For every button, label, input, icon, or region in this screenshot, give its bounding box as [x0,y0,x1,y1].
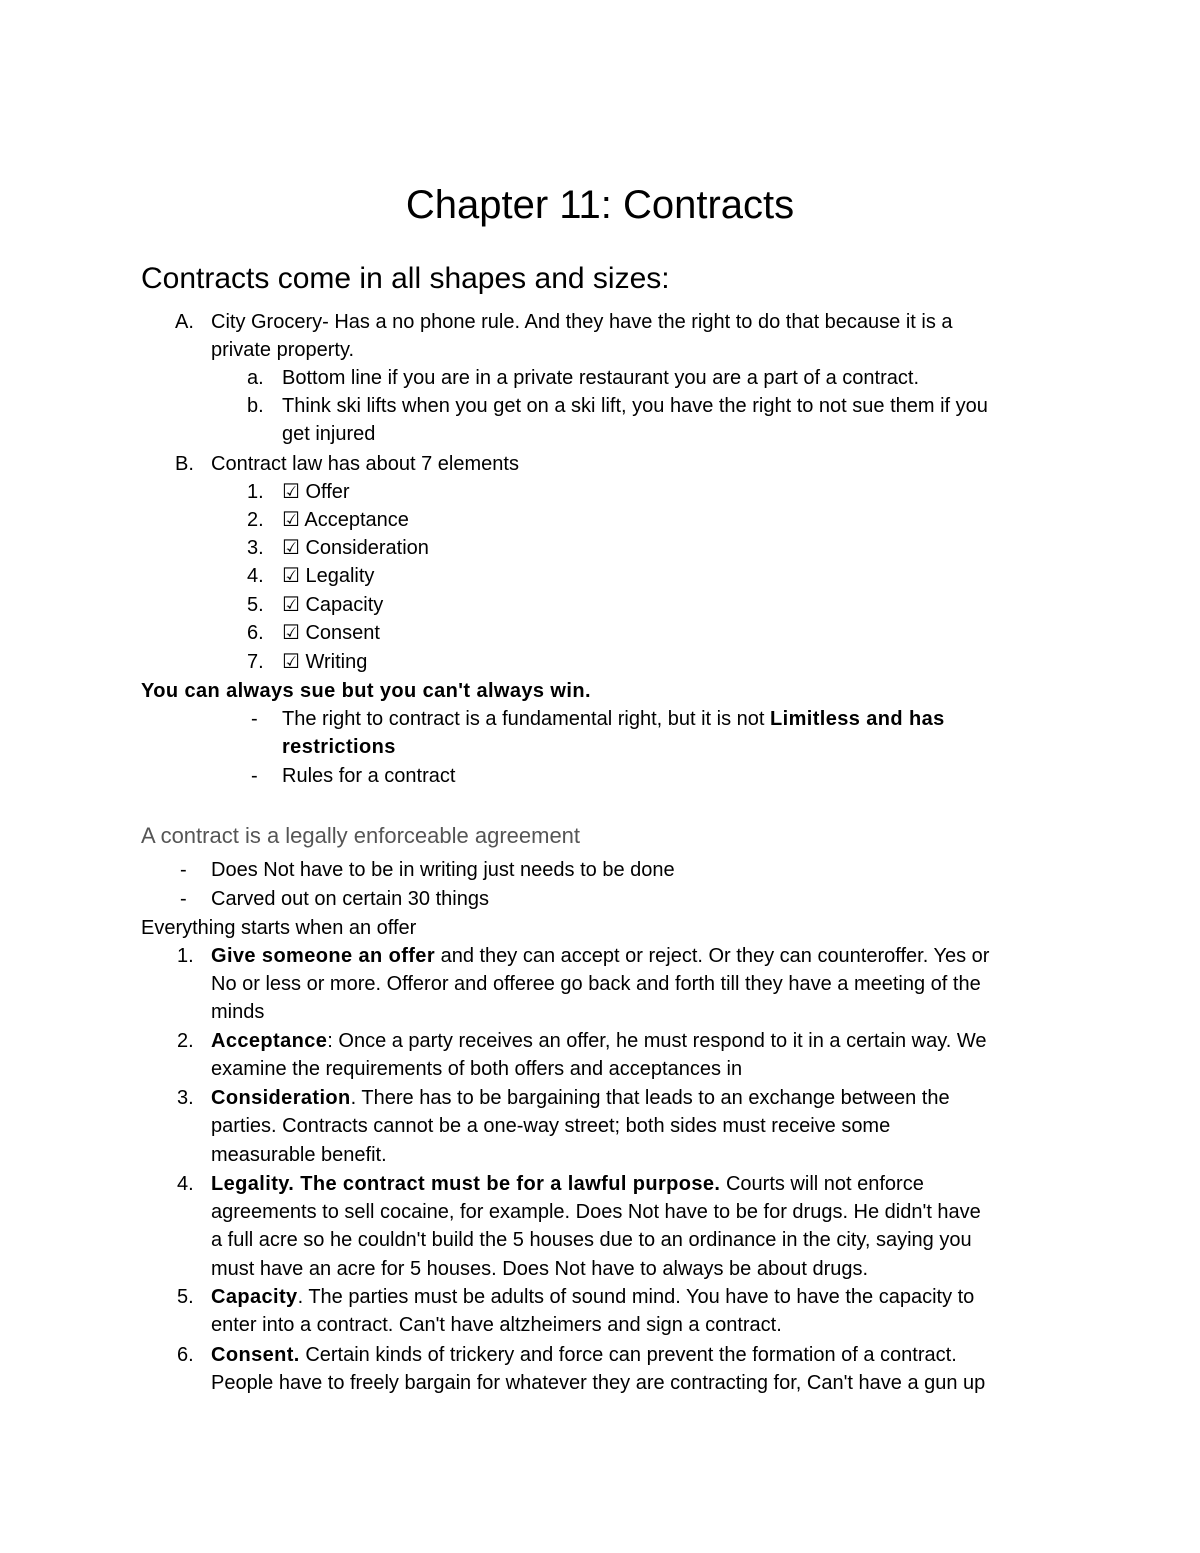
list-marker: 5. [247,594,264,616]
element-writing: ☑ Writing [282,651,368,673]
section-heading: Contracts come in all shapes and sizes: [141,262,670,295]
offer-intro: Everything starts when an offer [141,917,417,939]
list-marker: 3. [247,537,264,559]
list-item-text: City Grocery- Has a no phone rule. And they have the right to do that because it is a [211,311,953,333]
list-marker: 2. [177,1030,194,1052]
list-item-text: Bottom line if you are in a private restaurant you are a part of a contract. [282,367,920,389]
list-item-text: People have to freely bargain for whatever they are contracting for, Can't have a gun up [211,1372,986,1394]
dash-marker: - [251,765,258,787]
list-item-text: Rules for a contract [282,765,456,787]
list-item-text: Capacity. The parties must be adults of sound mind. You have to have the capacity to [211,1286,975,1308]
list-marker: A. [175,311,194,333]
list-item-text: a full acre so he couldn't build the 5 houses due to an ordinance in the city, saying you [211,1229,972,1251]
page-title: Chapter 11: Contracts [405,183,795,227]
list-marker: 5. [177,1286,194,1308]
dash-marker: - [251,708,258,730]
list-item-text: minds [211,1001,265,1023]
list-item-text: examine the requirements of both offers and acceptances in [211,1058,743,1080]
dash-marker: - [180,888,187,910]
element-consideration: ☑ Consideration [282,537,429,559]
list-marker: a. [247,367,264,389]
list-marker: 3. [177,1087,194,1109]
list-item-text: No or less or more. Offeror and offeree go back and forth till they have a meeting of the [211,973,981,995]
list-marker: 1. [247,481,264,503]
dash-marker: - [180,859,187,881]
list-item-text: agreements to sell cocaine, for example. Does Not have to be for drugs. He didn't have [211,1201,981,1223]
list-item-text: Think ski lifts when you get on a ski lift, you have the right to not sue them if you [282,395,988,417]
list-item-text: Legality. The contract must be for a lawful purpose. Courts will not enforce [211,1173,924,1195]
list-item-text: Contract law has about 7 elements [211,453,519,475]
list-item-text: Carved out on certain 30 things [211,888,489,910]
list-item-text: must have an acre for 5 houses. Does Not have to always be about drugs. [211,1258,869,1280]
list-item-text: private property. [211,339,355,361]
list-marker: 1. [177,945,194,967]
list-item-text: Consent. Certain kinds of trickery and force can prevent the formation of a contract. [211,1344,957,1366]
list-marker: b. [247,395,264,417]
list-marker: 4. [177,1173,194,1195]
list-item-text: Give someone an offer and they can accept or reject. Or they can counteroffer. Yes or [211,945,990,967]
definition-heading: A contract is a legally enforceable agreement [141,823,581,848]
list-marker: 2. [247,509,264,531]
list-item-text: enter into a contract. Can't have altzheimers and sign a contract. [211,1314,782,1336]
list-item-text: The right to contract is a fundamental right, but it is not Limitless and has [282,708,945,730]
sue-statement: You can always sue but you can't always win. [141,680,591,702]
list-item-text: get injured [282,423,376,445]
list-marker: 6. [177,1344,194,1366]
list-item-text: Acceptance: Once a party receives an offer, he must respond to it in a certain way. We [211,1030,987,1052]
list-item-text: Does Not have to be in writing just needs to be done [211,859,675,881]
element-legality: ☑ Legality [282,565,375,587]
list-marker: B. [175,453,194,475]
list-item-text: parties. Contracts cannot be a one-way street; both sides must receive some [211,1115,891,1137]
list-marker: 6. [247,622,264,644]
element-acceptance: ☑ Acceptance [282,509,409,531]
list-marker: 4. [247,565,264,587]
list-item-text: measurable benefit. [211,1144,387,1166]
list-marker: 7. [247,651,264,673]
list-item-text: restrictions [282,736,396,758]
list-item-text: Consideration. There has to be bargaining that leads to an exchange between the [211,1087,950,1109]
element-consent: ☑ Consent [282,622,380,644]
element-offer: ☑ Offer [282,481,350,503]
element-capacity: ☑ Capacity [282,594,384,616]
